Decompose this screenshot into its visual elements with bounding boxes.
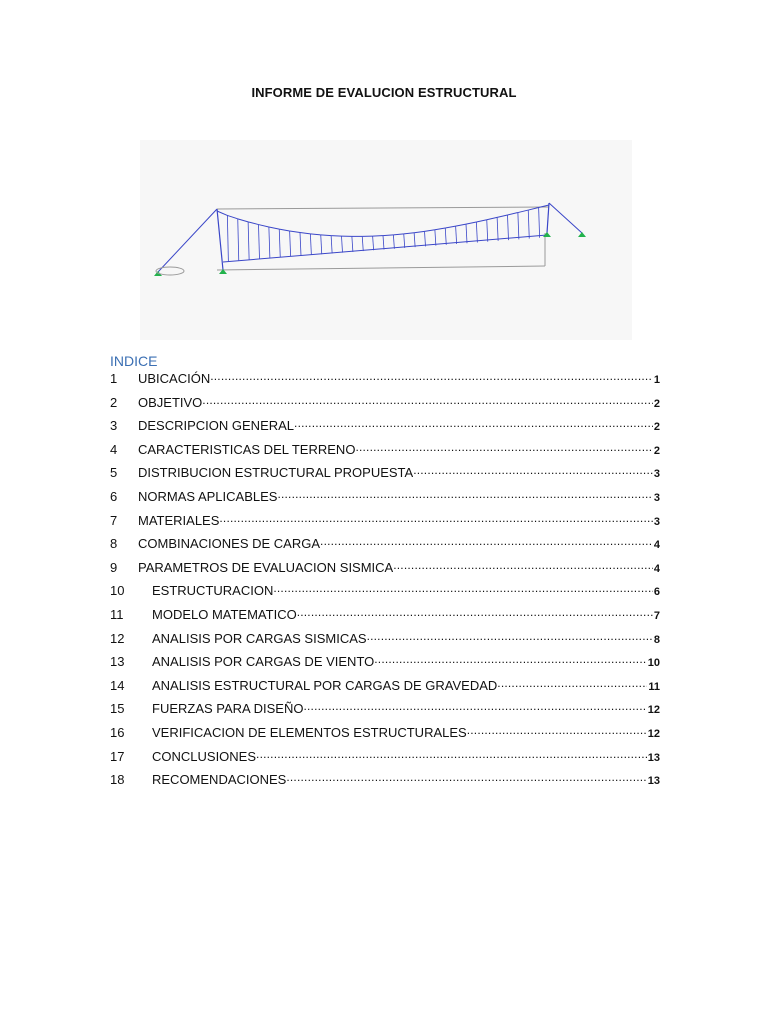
toc-entry[interactable] [110, 724, 660, 748]
toc-entry-page: 13 [647, 775, 660, 788]
toc-entry-number: 3 [110, 418, 118, 434]
toc-entry-page: 2 [653, 421, 660, 434]
toc-entry-number: 5 [110, 465, 118, 481]
bridge-model-figure [140, 140, 632, 340]
main-cable-segment [279, 229, 289, 231]
stiffening-girder [223, 235, 547, 262]
toc-entry-number: 6 [110, 488, 118, 504]
toc-entry-page: 3 [653, 515, 660, 528]
hanger [539, 208, 540, 238]
toc-entry-page: 7 [653, 609, 660, 622]
toc-entry-page: 10 [647, 657, 660, 670]
toc-entry[interactable] [110, 771, 660, 795]
toc-entry-number: 1 [110, 371, 118, 386]
toc-dot-leader [210, 370, 653, 383]
toc-entry[interactable] [110, 630, 660, 654]
toc-entry-page: 13 [647, 751, 660, 764]
top-chord [217, 207, 549, 209]
toc-entry[interactable] [110, 464, 660, 488]
hanger [248, 222, 249, 260]
toc-entry-number: 2 [110, 394, 118, 410]
toc-entry-page: 11 [648, 680, 660, 693]
toc-entry-page: 3 [653, 468, 660, 481]
hanger [528, 210, 529, 239]
toc-dot-leader [393, 559, 653, 572]
hanger [497, 217, 498, 240]
toc-dot-leader [202, 394, 653, 407]
toc-entry-label: CARACTERISTICAS DEL TERRENO [138, 441, 356, 457]
hanger [321, 235, 322, 254]
hanger [373, 236, 374, 250]
hanger [435, 230, 436, 246]
toc-entry-page: 8 [653, 633, 660, 646]
toc-entry-label: NORMAS APLICABLES [138, 488, 278, 504]
suspension-bridge-model-image [140, 140, 632, 340]
toc-entry-number: 15 [110, 701, 125, 717]
toc-entry-label: CONCLUSIONES [152, 748, 257, 764]
toc-entry[interactable] [110, 653, 660, 677]
left-backstay [158, 209, 217, 272]
toc-entry-label: DISTRIBUCION ESTRUCTURAL PROPUESTA [138, 465, 414, 481]
toc-entry-page: 12 [647, 727, 660, 740]
main-cable-segment [508, 213, 518, 215]
main-cable-segment [476, 220, 486, 222]
toc-entry[interactable] [110, 535, 660, 559]
hanger [310, 234, 311, 255]
support-node [543, 232, 551, 237]
hanger [352, 236, 353, 251]
toc-entry-label: FUERZAS PARA DISEÑO [152, 701, 304, 717]
toc-entry-page: 12 [647, 704, 660, 717]
toc-dot-leader [413, 464, 653, 477]
hanger [487, 220, 488, 242]
hanger [466, 224, 467, 243]
left-tower [217, 209, 223, 270]
main-cable-segment [393, 234, 403, 235]
toc-entry-number: 17 [110, 748, 125, 764]
toc-entry-label: DESCRIPCION GENERAL [138, 418, 295, 434]
toc-dot-leader [467, 724, 647, 737]
main-cable-segment [238, 219, 248, 222]
main-cable-segment [373, 236, 383, 237]
right-backstay [549, 203, 582, 233]
toc-dot-leader [277, 488, 652, 501]
main-cable-segment [404, 233, 414, 234]
toc-dot-leader [294, 417, 653, 430]
deck-line [217, 266, 545, 270]
toc-entry-label: PARAMETROS DE EVALUACION SISMICA [138, 559, 394, 575]
hanger [300, 233, 301, 256]
hanger [238, 219, 239, 261]
toc-entry-page: 6 [653, 586, 660, 599]
hanger [362, 236, 363, 251]
toc-entry-label: MODELO MATEMATICO [152, 606, 297, 622]
toc-entry-number: 4 [110, 441, 118, 457]
toc-entry-page: 2 [653, 397, 660, 410]
hanger [342, 236, 343, 252]
hanger [269, 227, 270, 258]
main-cable-segment [321, 235, 331, 236]
hanger [290, 231, 291, 257]
hanger [331, 236, 332, 254]
toc-entry-label: RECOMENDACIONES [152, 772, 287, 788]
toc-entry-number: 10 [110, 583, 125, 599]
document-title: INFORME DE EVALUCION ESTRUCTURAL [251, 85, 517, 100]
main-cable-segment [259, 225, 269, 227]
main-cable-segment [383, 235, 393, 236]
main-cable-segment [528, 208, 538, 211]
toc-entry[interactable] [110, 748, 660, 772]
table-of-contents [110, 370, 660, 795]
toc-entry[interactable] [110, 700, 660, 724]
hanger [393, 235, 394, 249]
hanger [404, 234, 405, 248]
toc-entry-label: VERIFICACION DE ELEMENTOS ESTRUCTURALES [152, 724, 467, 740]
toc-entry-number: 12 [110, 630, 125, 646]
toc-entry[interactable] [110, 394, 660, 418]
main-cable-segment [445, 226, 455, 228]
main-cable-segment [456, 224, 466, 226]
toc-dot-leader [497, 677, 647, 690]
main-cable-segment [248, 222, 258, 225]
toc-entry-number: 11 [110, 606, 124, 622]
toc-heading: INDICE [110, 353, 158, 369]
support-node [578, 232, 586, 237]
toc-entry-label: ANALISIS POR CARGAS DE VIENTO [152, 654, 375, 670]
toc-dot-leader [273, 582, 653, 595]
toc-entry[interactable] [110, 488, 660, 512]
toc-entry-label: ANALISIS ESTRUCTURAL POR CARGAS DE GRAVEDAD [152, 677, 498, 693]
toc-entry-number: 7 [110, 512, 118, 528]
toc-entry-page: 3 [653, 491, 660, 504]
main-cable-segment [435, 228, 445, 230]
toc-dot-leader [297, 606, 653, 619]
hanger [227, 215, 228, 261]
toc-entry-number: 9 [110, 559, 118, 575]
main-cable-segment [227, 215, 237, 218]
toc-entry[interactable] [110, 582, 660, 606]
toc-entry-number: 13 [110, 654, 125, 670]
main-cable-segment [217, 211, 227, 215]
hanger [445, 228, 446, 245]
toc-entry-label: OBJETIVO [138, 394, 203, 410]
toc-dot-leader [303, 700, 646, 713]
toc-dot-leader [219, 512, 652, 525]
toc-entry[interactable] [110, 606, 660, 630]
anchorage-outline [156, 267, 184, 275]
toc-entry-label: COMBINACIONES DE CARGA [138, 536, 321, 552]
main-cable-segment [518, 210, 528, 213]
main-cable-segment [310, 234, 320, 235]
main-cable-segment [487, 217, 497, 219]
toc-entry-page: 1 [653, 374, 660, 386]
toc-entry[interactable] [110, 512, 660, 536]
toc-entry-label: UBICACIÓN [138, 371, 211, 386]
main-cable-segment [414, 231, 424, 232]
toc-entry-number: 14 [110, 677, 125, 693]
toc-entry-page: 4 [653, 562, 660, 575]
main-cable-segment [269, 227, 279, 229]
toc-entry[interactable] [110, 370, 660, 394]
toc-dot-leader [355, 441, 652, 454]
toc-dot-leader [286, 771, 646, 784]
toc-entry[interactable] [110, 441, 660, 465]
hanger [425, 231, 426, 246]
toc-entry-number: 16 [110, 724, 125, 740]
toc-entry-page: 4 [653, 539, 660, 552]
toc-entry-number: 18 [110, 772, 125, 788]
toc-entry[interactable] [110, 559, 660, 583]
hanger [414, 233, 415, 247]
toc-entry-label: MATERIALES [138, 512, 220, 528]
toc-entry[interactable] [110, 417, 660, 441]
main-cable-segment [290, 231, 300, 233]
hanger [259, 225, 260, 259]
hanger [476, 222, 477, 242]
toc-dot-leader [374, 653, 646, 666]
main-cable-segment [425, 230, 435, 232]
main-cable-segment [497, 215, 507, 217]
toc-entry-label: ESTRUCTURACION [152, 583, 274, 599]
hanger [383, 236, 384, 250]
hanger [508, 215, 509, 240]
main-cable-segment [300, 233, 310, 234]
toc-dot-leader [320, 535, 653, 548]
hanger [279, 229, 280, 257]
toc-entry-label: ANALISIS POR CARGAS SISMICAS [152, 630, 367, 646]
main-cable-segment [466, 222, 476, 224]
toc-dot-leader [367, 630, 653, 643]
toc-entry-number: 8 [110, 536, 118, 552]
toc-entry-page: 2 [653, 444, 660, 457]
hanger [518, 213, 519, 240]
hanger [456, 226, 457, 244]
toc-dot-leader [256, 748, 647, 761]
toc-entry[interactable] [110, 677, 660, 701]
